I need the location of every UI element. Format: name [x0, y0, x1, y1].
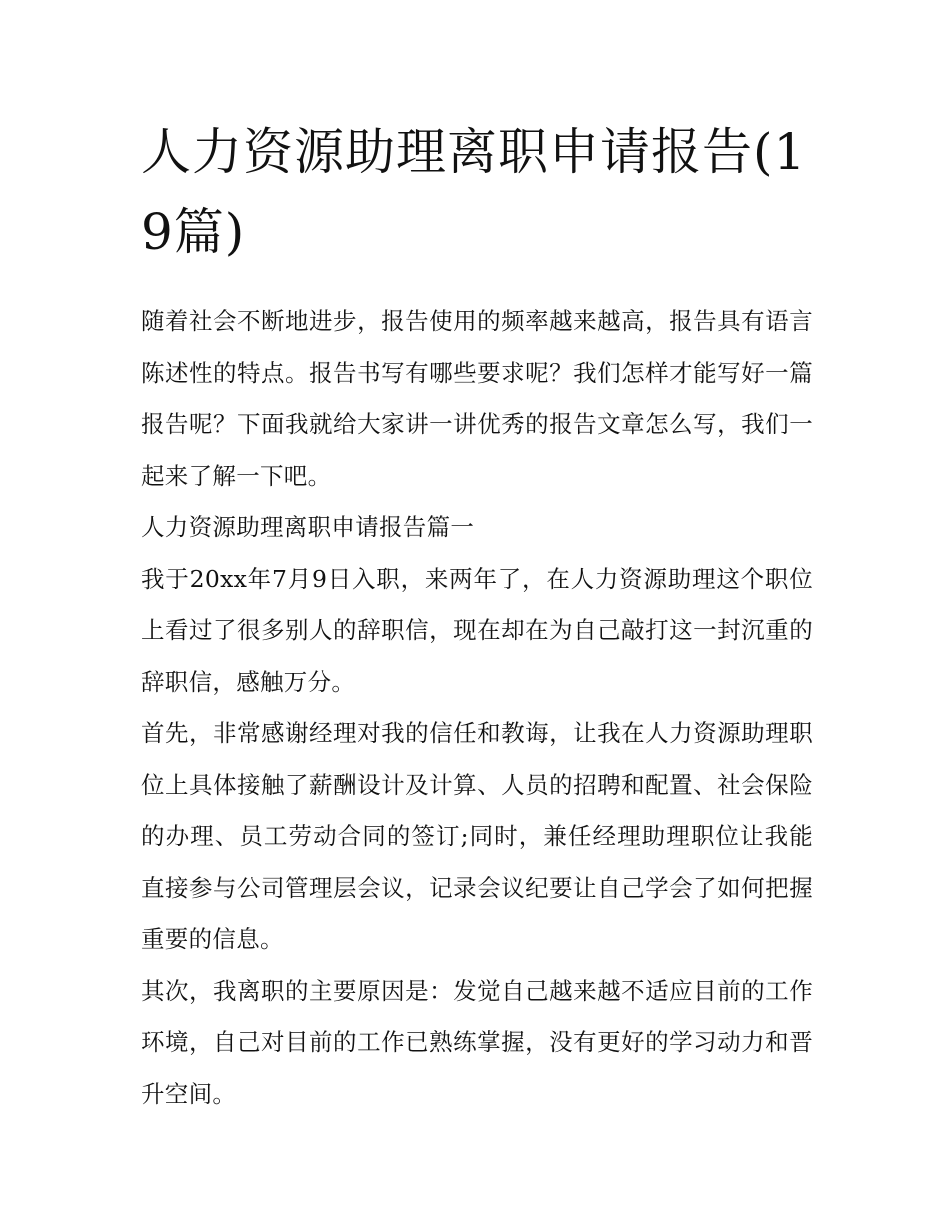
body-paragraph-1: 我于20xx年7月9日入职，来两年了，在人力资源助理这个职位上看过了很多别人的辞职信，现在却在为自己敲打这一封沉重的辞职信，感触万分。: [141, 564, 813, 696]
document-page: [141, 112, 813, 1120]
intro-paragraph: 随着社会不断地进步，报告使用的频率越来越高，报告具有语言陈述性的特点。报告书写有哪些要求呢？我们怎样才能写好一篇报告呢？下面我就给大家讲一讲优秀的报告文章怎么写，我们一起来了解一下吧。: [141, 307, 813, 490]
body-paragraph-3: 其次，我离职的主要原因是：发觉自己越来越不适应目前的工作环境，自己对目前的工作已熟练掌握，没有更好的学习动力和晋升空间。: [141, 976, 813, 1108]
section-heading: 人力资源助理离职申请报告篇一: [141, 513, 475, 541]
document-title: 人力资源助理离职申请报告(19篇): [141, 123, 807, 261]
body-paragraph-2: 首先，非常感谢经理对我的信任和教诲，让我在人力资源助理职位上具体接触了薪酬设计及计算、人员的招聘和配置、社会保险的办理、员工劳动合同的签订;同时，兼任经理助理职位让我能直接参与公司管理层会议，记录会议纪要让自己学会了如何把握重要的信息。: [141, 719, 813, 953]
